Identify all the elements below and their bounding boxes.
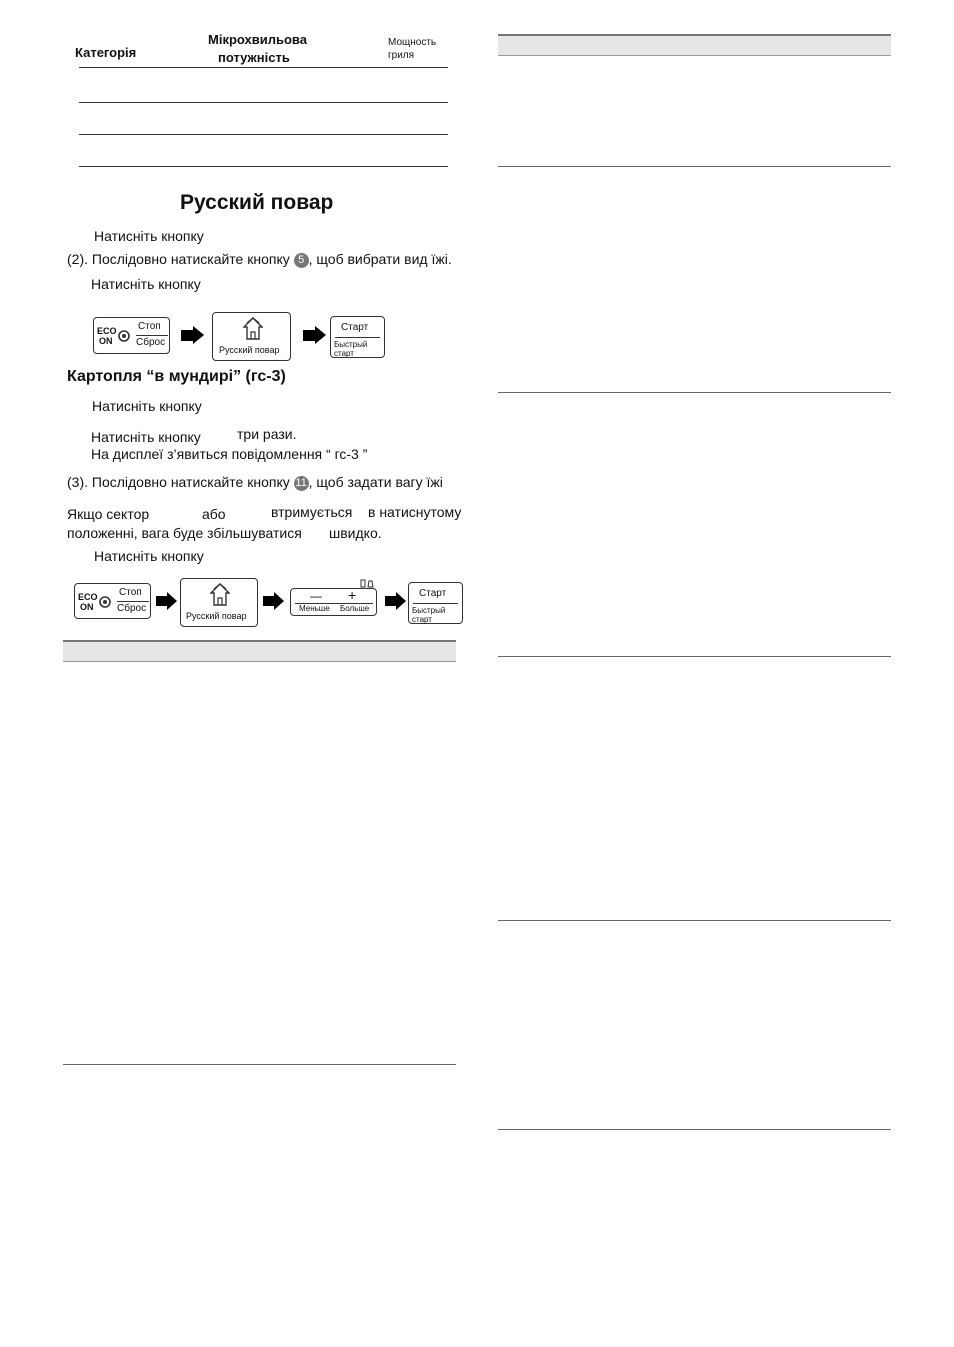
table-rule <box>79 102 448 103</box>
section-rule <box>63 1064 456 1065</box>
arrow-head-icon <box>315 326 326 344</box>
eco-stop-button <box>74 583 151 619</box>
step2-text <box>67 251 452 268</box>
step1-text: Натисніть кнопку <box>94 228 204 244</box>
arrow-head-icon <box>167 592 177 610</box>
step2-press-text: Натисніть кнопку <box>91 276 201 292</box>
divider <box>117 601 149 602</box>
arrow-icon <box>156 596 167 606</box>
start-label: Старт <box>341 322 369 333</box>
step3-suffix: , щоб задати вагу їжі <box>308 474 443 490</box>
number-11-icon: 11 <box>295 477 307 489</box>
table-rule <box>79 134 448 135</box>
start-button <box>330 316 385 358</box>
weight-icon <box>360 578 374 588</box>
arrow-icon <box>263 596 274 606</box>
divider <box>136 335 168 336</box>
russian-cook-label: Русский повар <box>219 345 280 355</box>
arrow-icon <box>385 596 396 606</box>
russian-cook-label: Русский повар <box>186 611 247 621</box>
note-e-text: положенні, вага буде збільшуватися <box>67 525 302 541</box>
sub-step1-text: Натисніть кнопку <box>92 398 202 414</box>
power-icon <box>117 329 131 343</box>
table-rule <box>79 166 448 167</box>
minus-label: Меньше <box>299 604 330 613</box>
number-5-icon: 5 <box>294 253 309 268</box>
step2-prefix: (2). Послідовно натискайте кнопку <box>67 251 290 267</box>
plus-icon: + <box>348 587 357 603</box>
section-header-bar <box>63 640 456 662</box>
table-rule <box>79 67 448 68</box>
subtitle: Картопля “в мундирі” (гс-3) <box>67 368 286 385</box>
eco-label: ECO <box>78 592 98 602</box>
start-label: Старт <box>419 588 447 599</box>
sub-step2a-text: Натисніть кнопку <box>91 429 201 445</box>
weight-adjust-button <box>290 588 377 616</box>
reset-label: Сброс <box>117 603 147 614</box>
section-header-bar <box>498 34 891 56</box>
section-rule <box>498 392 891 393</box>
section-title: Русский повар <box>180 191 334 214</box>
section-rule <box>498 656 891 657</box>
reset-label: Сброс <box>136 337 166 348</box>
arrow-icon <box>181 330 193 341</box>
step3-prefix: (3). Послідовно натискайте кнопку <box>67 474 290 490</box>
divider <box>335 337 380 338</box>
section-rule <box>498 920 891 921</box>
chef-house-icon <box>243 317 263 341</box>
quick-start-label: Быстрый старт <box>412 606 446 624</box>
minus-icon: — <box>310 589 322 603</box>
table-header-grill-line2: гриля <box>388 50 415 61</box>
sub-step2b-text: три рази. <box>237 426 297 442</box>
divider <box>413 603 458 604</box>
stop-label: Стоп <box>119 587 142 598</box>
table-header-category: Категорія <box>75 45 137 60</box>
chef-house-icon <box>210 583 230 607</box>
table-header-microwave-line1: Мікрохвильова <box>208 32 307 47</box>
note-d-text: в натиснутому <box>368 504 462 520</box>
table-header-grill-line1: Мощность <box>388 37 437 48</box>
russian-cook-button <box>212 312 291 361</box>
sub-step2c-text: На дисплеї з’явиться повідомлення “ гс-3 ” <box>91 446 368 462</box>
start-button <box>408 582 463 624</box>
arrow-head-icon <box>396 592 406 610</box>
russian-cook-button <box>180 578 258 627</box>
eco-stop-button <box>93 317 170 354</box>
step3-text <box>67 474 443 491</box>
arrow-icon <box>303 330 315 341</box>
note-b-text: або <box>202 506 226 522</box>
on-label: ON <box>80 602 94 612</box>
section-rule <box>498 166 891 167</box>
note-f-text: швидко. <box>329 525 382 541</box>
note-c-text: втримується <box>271 504 353 520</box>
step2-suffix: , щоб вибрати вид їжі. <box>308 251 452 267</box>
arrow-head-icon <box>274 592 284 610</box>
stop-label: Стоп <box>138 321 161 332</box>
table-header-microwave-line2: потужність <box>218 50 290 65</box>
power-icon <box>98 595 112 609</box>
plus-label: Больше <box>340 604 370 613</box>
note-a-text: Якщо сектор <box>67 506 150 522</box>
step4-press-text: Натисніть кнопку <box>94 548 204 564</box>
arrow-head-icon <box>193 326 204 344</box>
on-label: ON <box>99 336 113 346</box>
section-rule <box>498 1129 891 1130</box>
quick-start-label: Быстрый старт <box>334 340 368 358</box>
eco-label: ECO <box>97 326 117 336</box>
